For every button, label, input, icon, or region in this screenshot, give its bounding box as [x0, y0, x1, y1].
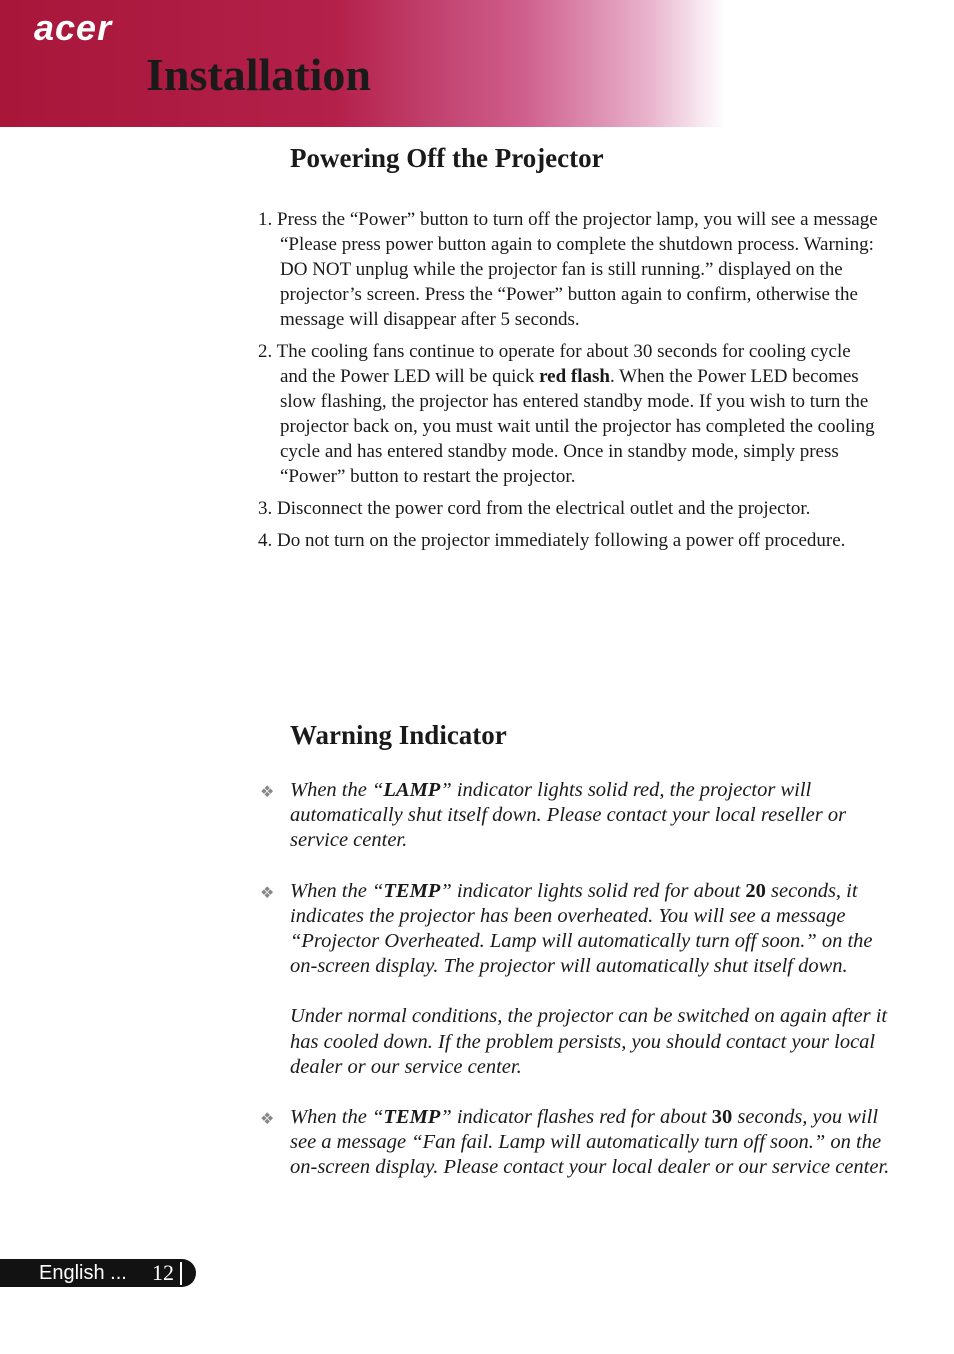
warning-note: Under normal conditions, the projector can be switched on again after it has cooled down. If the problem persists, you should contact your local dealer or our service center.	[290, 1005, 888, 1078]
footer-language: English ...	[39, 1262, 127, 1284]
red-flash-emphasis: red flash	[539, 366, 611, 387]
warning-item-temp-flash: ❖ When the “TEMP” indicator flashes red for about 30 seconds, you will see a message “Fan fail. Lamp will automatically turn off soon.” on the on-screen display. Please contact your local dealer or our service center.	[260, 1106, 890, 1179]
diamond-cluster-icon: ❖	[260, 782, 275, 801]
section-title-powering-off: Powering Off the Projector	[290, 143, 604, 173]
step-item: 1. Press the “Power” button to turn off the projector lamp, you will see a message “Please press power button again to complete the shutdown process. Warning: DO NOT unplug while the projector fan is still running.” displayed on the projector’s screen. Press the “Power” button again to confirm, otherwise the message will disappear after 5 seconds.	[258, 209, 878, 330]
page-number: 12	[152, 1260, 174, 1285]
warning-item-lamp: ❖ When the “LAMP” indicator lights solid red, the projector will automatically shut itself down. Please contact your local reseller or service center.	[260, 779, 847, 852]
warning-item-temp-solid: ❖ When the “TEMP” indicator lights solid red for about 20 seconds, it indicates the projector has been overheated. You will see a message “Projector Overheated. Lamp will automatically turn off soon.” on the on-screen display. The projector will automatically shut itself down. Under normal conditions, the projector can be switched on again after it has cooled down. If the problem persists, you should contact your local dealer or our service center.	[258, 879, 894, 1080]
header-banner	[0, 0, 954, 127]
step-item: 3. Disconnect the power cord from the electrical outlet and the projector.	[258, 498, 811, 519]
diamond-cluster-icon: ❖	[260, 1109, 275, 1129]
footer-divider	[180, 1262, 182, 1285]
acer-logo: acer	[34, 7, 113, 48]
section-title-warning-indicator: Warning Indicator	[290, 720, 507, 750]
diamond-cluster-icon: ❖	[260, 882, 275, 902]
page-title: Installation	[146, 49, 371, 100]
step-item: 2. The cooling fans continue to operate for about 30 seconds for cooling cycle and the Power LED will be quick red flash. When the Power LED becomes slow flashing, the projector has entered standby mode. If you wish to turn the projector back on, you must wait until the projector has completed the cooling cycle and has entered standby mode. Once in standby mode, simply press “Power” button to restart the projector.	[258, 341, 875, 487]
warning-list	[258, 778, 894, 1206]
step-item: 4. Do not turn on the projector immediately following a power off procedure.	[258, 530, 846, 551]
powering-off-steps	[256, 207, 881, 560]
